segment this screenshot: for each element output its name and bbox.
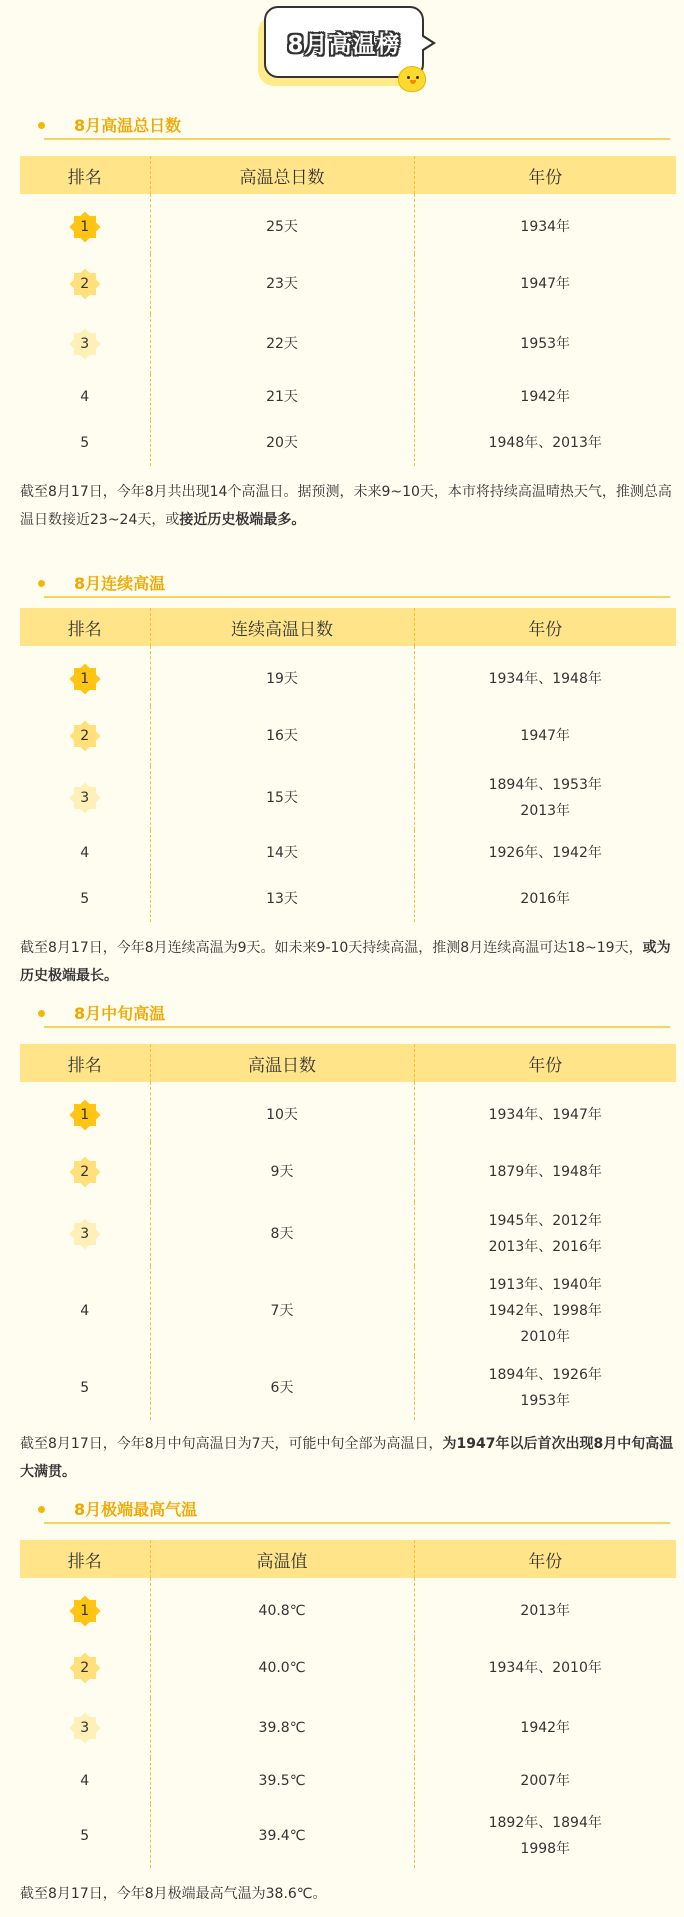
rank-cell: 4 <box>80 1303 90 1319</box>
rank-cell <box>20 194 150 254</box>
value-cell: 21天 <box>150 374 414 420</box>
table-row <box>20 420 676 466</box>
years-cell: 1945年、2012年 2013年、2016年 <box>414 1202 676 1266</box>
table-row <box>20 1698 676 1758</box>
bullet-icon <box>38 1010 45 1017</box>
rank-cell <box>20 1698 150 1758</box>
value-cell: 20天 <box>150 420 414 466</box>
table-row <box>20 1082 676 1142</box>
silver-medal-icon: 2 <box>70 721 100 751</box>
table-row <box>20 1202 676 1266</box>
value-cell: 8天 <box>150 1202 414 1266</box>
years-cell: 1948年、2013年 <box>414 420 676 466</box>
rank-cell <box>20 1638 150 1698</box>
bronze-medal-icon: 3 <box>70 329 100 359</box>
section-divider <box>44 1522 670 1524</box>
rank-cell <box>20 314 150 374</box>
section-note: 截至8月17日，今年8月共出现14个高温日。据预测，未来9~10天，本市将持续高温晴热天气，推测总高温日数接近23~24天，或接近历史极端最多。 <box>20 484 672 528</box>
value-cell: 40.8℃ <box>150 1578 414 1638</box>
gold-medal-icon: 1 <box>70 1596 100 1626</box>
table-row <box>20 194 676 254</box>
rank-cell: 5 <box>80 1828 90 1844</box>
section-note: 截至8月17日，今年8月极端最高气温为38.6℃。 <box>20 1886 327 1902</box>
years-cell: 1913年、1940年 1942年、1998年 2010年 <box>414 1266 676 1356</box>
rank-cell: 5 <box>80 435 90 451</box>
years-cell: 1934年、1948年 <box>414 646 676 706</box>
rank-cell <box>20 1142 150 1202</box>
rank-cell <box>20 1202 150 1266</box>
ranking-table-mid-august <box>20 1044 676 1420</box>
years-cell: 1926年、1942年 <box>414 830 676 876</box>
years-cell: 1942年 <box>414 374 676 420</box>
rank-cell <box>20 646 150 706</box>
silver-medal-icon: 2 <box>70 1157 100 1187</box>
section-title: 8月连续高温 <box>74 574 166 593</box>
chick-icon <box>398 66 426 92</box>
value-cell: 25天 <box>150 194 414 254</box>
section-heading-consecutive <box>20 568 670 602</box>
bullet-icon <box>38 1506 45 1513</box>
years-cell: 1934年、1947年 <box>414 1082 676 1142</box>
section-divider <box>44 596 670 598</box>
column-header-value: 连续高温日数 <box>150 608 414 646</box>
years-cell: 1934年、2010年 <box>414 1638 676 1698</box>
rank-cell <box>20 254 150 314</box>
years-cell: 1879年、1948年 <box>414 1142 676 1202</box>
years-cell: 1894年、1953年 2013年 <box>414 766 676 830</box>
table-row <box>20 1266 676 1356</box>
value-cell: 16天 <box>150 706 414 766</box>
section-note: 截至8月17日，今年8月连续高温为9天。如未来9-10天持续高温，推测8月连续高温可达18~19天，或为历史极端最长。 <box>20 940 671 984</box>
years-cell: 1892年、1894年 1998年 <box>414 1804 676 1868</box>
column-header-value: 高温日数 <box>150 1044 414 1082</box>
gold-medal-icon: 1 <box>70 212 100 242</box>
silver-medal-icon: 2 <box>70 1653 100 1683</box>
rank-cell <box>20 1578 150 1638</box>
value-cell: 6天 <box>150 1356 414 1420</box>
table-row <box>20 1758 676 1804</box>
value-cell: 13天 <box>150 876 414 922</box>
years-cell: 1947年 <box>414 706 676 766</box>
section-heading-extreme-temp <box>20 1494 670 1528</box>
years-cell: 1934年 <box>414 194 676 254</box>
column-header-years: 年份 <box>414 1044 676 1082</box>
value-cell: 7天 <box>150 1266 414 1356</box>
ranking-table-total-days <box>20 156 676 466</box>
rank-cell <box>20 766 150 830</box>
gold-medal-icon: 1 <box>70 1100 100 1130</box>
rank-cell <box>20 1082 150 1142</box>
years-cell: 1947年 <box>414 254 676 314</box>
rank-cell: 5 <box>80 891 90 907</box>
column-header-years: 年份 <box>414 608 676 646</box>
rank-cell: 5 <box>80 1380 90 1396</box>
years-cell: 2013年 <box>414 1578 676 1638</box>
gold-medal-icon: 1 <box>70 664 100 694</box>
rank-cell <box>20 706 150 766</box>
table-row <box>20 766 676 830</box>
table-row <box>20 1142 676 1202</box>
table-row <box>20 1356 676 1420</box>
section-note: 截至8月17日，今年8月中旬高温日为7天，可能中旬全部为高温日，为1947年以后首次出现8月中旬高温大满贯。 <box>20 1436 674 1480</box>
bullet-icon <box>38 122 45 129</box>
title-bubble <box>264 6 424 78</box>
section-title: 8月极端最高气温 <box>74 1500 198 1519</box>
column-header-value: 高温总日数 <box>150 156 414 194</box>
value-cell: 15天 <box>150 766 414 830</box>
bronze-medal-icon: 3 <box>70 783 100 813</box>
section-divider <box>44 138 670 140</box>
table-row <box>20 1804 676 1868</box>
years-cell: 1942年 <box>414 1698 676 1758</box>
column-header-rank: 排名 <box>20 1044 150 1082</box>
table-row <box>20 254 676 314</box>
value-cell: 40.0℃ <box>150 1638 414 1698</box>
value-cell: 39.4℃ <box>150 1804 414 1868</box>
table-row <box>20 830 676 876</box>
years-cell: 1953年 <box>414 314 676 374</box>
bronze-medal-icon: 3 <box>70 1219 100 1249</box>
table-row <box>20 1638 676 1698</box>
table-row <box>20 1578 676 1638</box>
value-cell: 19天 <box>150 646 414 706</box>
value-cell: 10天 <box>150 1082 414 1142</box>
section-title: 8月高温总日数 <box>74 116 182 135</box>
ranking-table-consecutive <box>20 608 676 922</box>
rank-cell: 4 <box>80 389 90 405</box>
rank-cell: 4 <box>80 845 90 861</box>
table-row <box>20 374 676 420</box>
column-header-rank: 排名 <box>20 608 150 646</box>
column-header-years: 年份 <box>414 156 676 194</box>
section-heading-total-days <box>20 110 670 144</box>
years-cell: 1894年、1926年 1953年 <box>414 1356 676 1420</box>
section-title: 8月中旬高温 <box>74 1004 166 1023</box>
value-cell: 22天 <box>150 314 414 374</box>
table-row <box>20 706 676 766</box>
column-header-rank: 排名 <box>20 1540 150 1578</box>
ranking-table-extreme-temp <box>20 1540 676 1868</box>
table-row <box>20 876 676 922</box>
silver-medal-icon: 2 <box>70 269 100 299</box>
years-cell: 2007年 <box>414 1758 676 1804</box>
value-cell: 39.5℃ <box>150 1758 414 1804</box>
bronze-medal-icon: 3 <box>70 1713 100 1743</box>
table-row <box>20 646 676 706</box>
table-row <box>20 314 676 374</box>
years-cell: 2016年 <box>414 876 676 922</box>
value-cell: 9天 <box>150 1142 414 1202</box>
section-heading-mid-august <box>20 998 670 1032</box>
rank-cell: 4 <box>80 1773 90 1789</box>
section-divider <box>44 1026 670 1028</box>
value-cell: 39.8℃ <box>150 1698 414 1758</box>
value-cell: 14天 <box>150 830 414 876</box>
value-cell: 23天 <box>150 254 414 314</box>
title-badge <box>258 6 438 90</box>
column-header-rank: 排名 <box>20 156 150 194</box>
column-header-value: 高温值 <box>150 1540 414 1578</box>
bullet-icon <box>38 580 45 587</box>
page-title: 8月高温榜 <box>287 31 401 58</box>
column-header-years: 年份 <box>414 1540 676 1578</box>
